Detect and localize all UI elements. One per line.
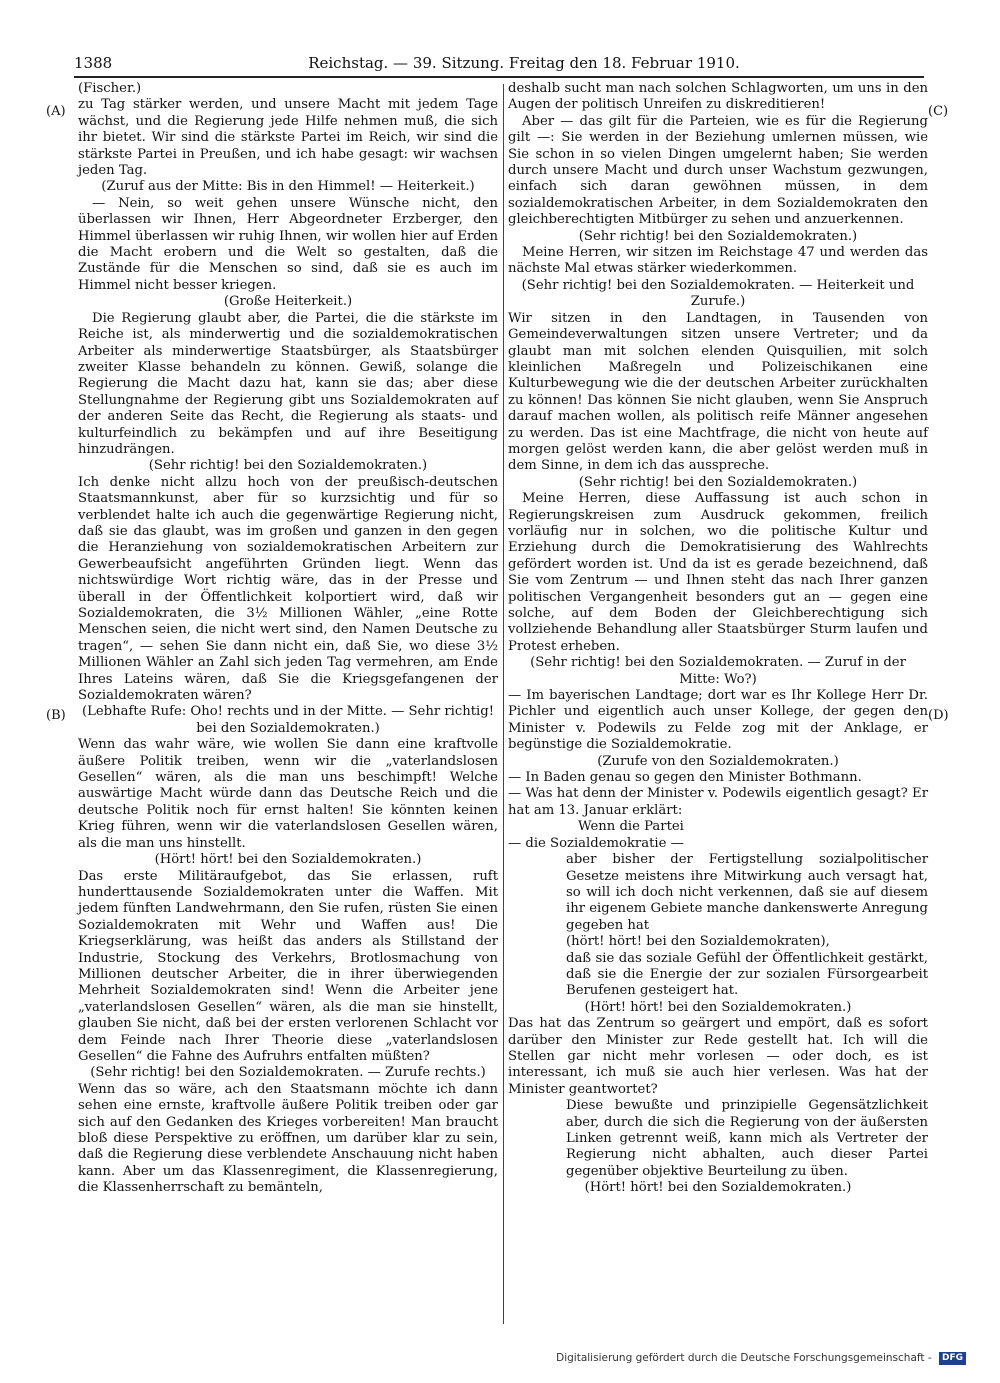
interjection: (Zuruf aus der Mitte: Bis in den Himmel! — Heiterkeit.) <box>101 179 475 195</box>
paragraph: — Im bayerischen Landtage; dort war es Ihr Kollege Herr Dr. Pichler und eigentlich auch unser Kollege, der gegen den Minister v. Podewils zu Felde zog mit der Anklage, er begünstige die Sozialdemokratie. <box>508 688 928 753</box>
right-column <box>508 81 928 1197</box>
footer-credit <box>556 1349 966 1367</box>
interjection: (Hört! hört! bei den Sozialdemokraten.) <box>154 852 422 868</box>
paragraph: — Nein, so weit gehen unsere Wünsche nicht, den überlassen wir Ihnen, Herr Abgeordneter Erzberger, den Himmel überlassen wir ruhig Ihnen, wir wollen hier auf Erden die Macht erobern und die Welt so gestalten, daß die Zustände für die Menschen so sind, daß sie es auch im Himmel nicht besser kriegen. <box>78 195 498 293</box>
interjection: (Sehr richtig! bei den Sozialdemokraten.) <box>578 474 858 490</box>
interjection: (Hört! hört! bei den Sozialdemokraten.) <box>584 999 852 1015</box>
paragraph: Aber — das gilt für die Parteien, wie es für die Regierung gilt —: Sie werden in der Beziehung umlernen müssen, wie Sie schon in so vielen Dingen umgelernt haben; Sie werden durch unsere Macht und durch unser Wachstum gezwungen, einfach sich daran gewöhnen müssen, in dem sozialdemokratischen Arbeiter, in dem Sozialdemokraten den gleichberechtigten Mitbürger zu sehen und anzuerkennen. <box>508 113 928 228</box>
paragraph: — Was hat denn der Minister v. Podewils eigentlich gesagt? Er hat am 13. Januar erklärt: <box>508 786 928 818</box>
footer-text: Digitalisierung gefördert durch die Deutsche Forschungsgemeinschaft - <box>556 1352 932 1364</box>
interjection: (Sehr richtig! bei den Sozialdemokraten.) <box>578 228 858 244</box>
margin-mark-c: (C) <box>928 104 949 119</box>
interjection: (Sehr richtig! bei den Sozialdemokraten. — Zuruf in der Mitte: Wo?) <box>530 655 906 687</box>
interjection: (Hört! hört! bei den Sozialdemokraten.) <box>584 1180 852 1196</box>
column-divider <box>503 84 504 1324</box>
interjection: (Große Heiterkeit.) <box>223 294 353 310</box>
page-number: 1388 <box>74 54 113 72</box>
quotation: (hört! hört! bei den Sozialdemokraten), <box>566 934 830 950</box>
paragraph: — die Sozialdemokratie — <box>508 835 684 851</box>
quotation: daß sie das soziale Gefühl der Öffentlichkeit gestärkt, daß sie die Energie der zur sozialen Fürsorgearbeit Berufenen gesteigert hat. <box>566 950 928 999</box>
paragraph: Das hat das Zentrum so geärgert und empört, daß es sofort darüber den Minister zur Rede gestellt hat. Ich will die Stellen gar nicht mehr vorlesen — oder doch, es ist interessant, ich muß sie auch hier verlesen. Was hat der Minister geantwortet? <box>508 1016 928 1097</box>
dfg-logo: DFG <box>939 1352 966 1365</box>
quotation: Wenn die Partei <box>578 819 684 835</box>
paragraph: Ich denke nicht allzu hoch von der preußisch-deutschen Staatsmannkunst, aber für so kurzsichtig und für so verblendet halte ich auch die gegenwärtige Regierung nicht, daß sie das glaubt, was im großen und ganzen in den gegen die Heranziehung von sozialdemokratischen Arbeitern zur Gewerbeaufsicht angeführten Gründen liegt. Wenn das nichtswürdige Wort richtig wäre, das in der Presse und überall in der Öffentlichkeit kolportiert wird, daß wir Sozialdemokraten, die 3½ Millionen Wähler, „eine Rotte Menschen seien, die nicht wert sind, den Namen Deutsche zu tragen“, — sehen Sie dann nicht ein, daß Sie, wo diese 3½ Millionen Wähler an Zahl sich jeden Tag vermehren, am Ende Ihres Lateins wären, daß Sie die Kriegsgefangenen der Sozialdemokraten wären? <box>78 474 498 704</box>
left-column <box>78 81 498 1197</box>
paragraph: Das erste Militäraufgebot, das Sie erlassen, ruft hunderttausende Sozialdemokraten unter die Waffen. Mit jedem fünften Landwehrmann, den Sie rufen, rüsten Sie einen Sozialdemokraten mit Wehr und Waffen aus! Die Kriegserklärung, was heißt das anders als Stillstand der Industrie, Stockung des Verkehrs, Brotlosmachung von Millionen deutscher Arbeiter, die in ihrer überwiegenden Mehrheit Sozialdemokraten sind! Wenn die Arbeiter jene „vaterlandslosen Gesellen“ wären, als die man sie hinstellt, glauben Sie nicht, daß bei der ersten verlorenen Schlacht vor dem Feinde nach Ihrer Theorie diese „vaterlandslosen Gesellen“ die Fahne des Aufruhrs entfalten müßten? <box>78 868 498 1064</box>
margin-mark-d: (D) <box>928 708 949 723</box>
interjection: (Sehr richtig! bei den Sozialdemokraten. — Heiterkeit und Zurufe.) <box>521 277 915 310</box>
interjection: (Sehr richtig! bei den Sozialdemokraten. — Zurufe rechts.) <box>90 1065 486 1081</box>
paragraph: Die Regierung glaubt aber, die Partei, die die stärkste im Reiche ist, als minderwertig und die sozialdemokratischen Arbeiter als minderwertige Staatsbürger, als Staatsbürger zweiter Klasse behandeln zu können. Gewiß, solange die Regierung die Macht dazu hat, kann sie das; aber diese Stellungnahme der Regierung gibt uns Sozialdemokraten auf der anderen Seite das Recht, die Regierung als staats- und kulturfeindlich zu bekämpfen und auf ihre Beseitigung hinzudrängen. <box>78 310 498 457</box>
header-rule <box>74 76 924 78</box>
interjection: (Sehr richtig! bei den Sozialdemokraten.) <box>148 458 428 474</box>
paragraph: Wenn das so wäre, ach den Staatsmann möchte ich dann sehen eine ernste, kraftvolle äußere Politik treiben oder gar sich auf den Gedanken des Krieges vorbereiten! Man braucht bloß diese Perspektive zu eröffnen, um darüber klar zu sein, daß die Regierung diese verblendete Anschauung nicht haben kann. Aber um das Klassenregiment, die Klassenregierung, die Klassenherrschaft zu bemänteln, <box>78 1081 498 1196</box>
interjection: (Lebhafte Rufe: Oho! rechts und in der Mitte. — Sehr richtig! bei den Sozialdemokraten.) <box>81 704 495 736</box>
paragraph: Wir sitzen in den Landtagen, in Tausenden von Gemeindeverwaltungen sitzen unsere Vertreter; und da glaubt man mit solchen elenden Quisquilien, mit solch kleinlichen Maßregeln und Polizeischikanen eine Kulturbewegung wie die der deutschen Arbeiter zurückhalten zu können! Das können Sie nicht glauben, wenn Sie Anspruch darauf machen wollen, als politisch reife Männer angesehen zu werden. Das ist eine Machtfrage, die nicht von heute auf morgen gelöst werden kann, die aber gelöst werden muß in dem Sinne, in dem ich das ausspreche. <box>508 310 928 474</box>
interjection: (Zurufe von den Sozialdemokraten.) <box>597 753 839 769</box>
quotation: Diese bewußte und prinzipielle Gegensätzlichkeit aber, durch die sich die Regierung von der äußersten Linken getrennt weiß, kann mich als Vertreter der Regierung nicht abhalten, auch dieser Partei gegenüber objektive Beurteilung zu üben. <box>566 1098 928 1179</box>
paragraph: Meine Herren, wir sitzen im Reichstage 47 und werden das nächste Mal etwas stärker wiederkommen. <box>508 245 928 277</box>
speaker-name: (Fischer.) <box>78 81 142 96</box>
paragraph: deshalb sucht man nach solchen Schlagworten, um uns in den Augen der politisch Unreifen zu diskreditieren! <box>508 81 928 113</box>
paragraph: zu Tag stärker werden, und unsere Macht mit jedem Tage wächst, und die Regierung jede Hilfe nehmen muß, die sich ihr bietet. Wir sind die stärkste Partei im Reich, wir sind die stärkste Partei in Preußen, und ich habe gesagt: wir wachsen jeden Tag. <box>78 97 498 179</box>
margin-mark-a: (A) <box>46 104 66 119</box>
margin-mark-b: (B) <box>46 708 66 723</box>
paragraph: — In Baden genau so gegen den Minister Bothmann. <box>508 770 862 786</box>
page-header <box>74 52 924 74</box>
paragraph: Wenn das wahr wäre, wie wollen Sie dann eine kraftvolle äußere Politik treiben, wenn wir die „vaterlandslosen Gesellen“ wären, als die man uns beschimpft! Welche auswärtige Macht würde dann das Deutsche Reich und die deutsche Politik noch für ernst halten! Sie könnten keinen Krieg führen, wenn wir die vaterlandslosen Gesellen wären, als die man uns hinstellt. <box>78 737 498 851</box>
running-title: Reichstag. — 39. Sitzung. Freitag den 18. Februar 1910. <box>308 54 740 72</box>
paragraph: Meine Herren, diese Auffassung ist auch schon in Regierungskreisen zum Ausdruck gekommen, freilich vorläufig nur in solchen, wo die politische Kultur und Erziehung durch die Demokratisierung des Wahlrechts gefördert worden ist. Und da ist es gerade bezeichnend, daß Sie vom Zentrum — und Ihnen steht das nach Ihrer ganzen politischen Vergangenheit besonders gut an — gegen eine solche, auf dem Boden der Gleichberechtigung sich vollziehende Behandlung aller Staatsbürger Sturm laufen und Protest erheben. <box>508 491 928 654</box>
quotation: aber bisher der Fertigstellung sozialpolitischer Gesetze meistens ihre Mitwirkung auch versagt hat, so will ich doch nicht verkennen, daß sie auf diesem ihr eigenem Gebiete manche dankenswerte Anregung gegeben hat <box>566 852 928 933</box>
